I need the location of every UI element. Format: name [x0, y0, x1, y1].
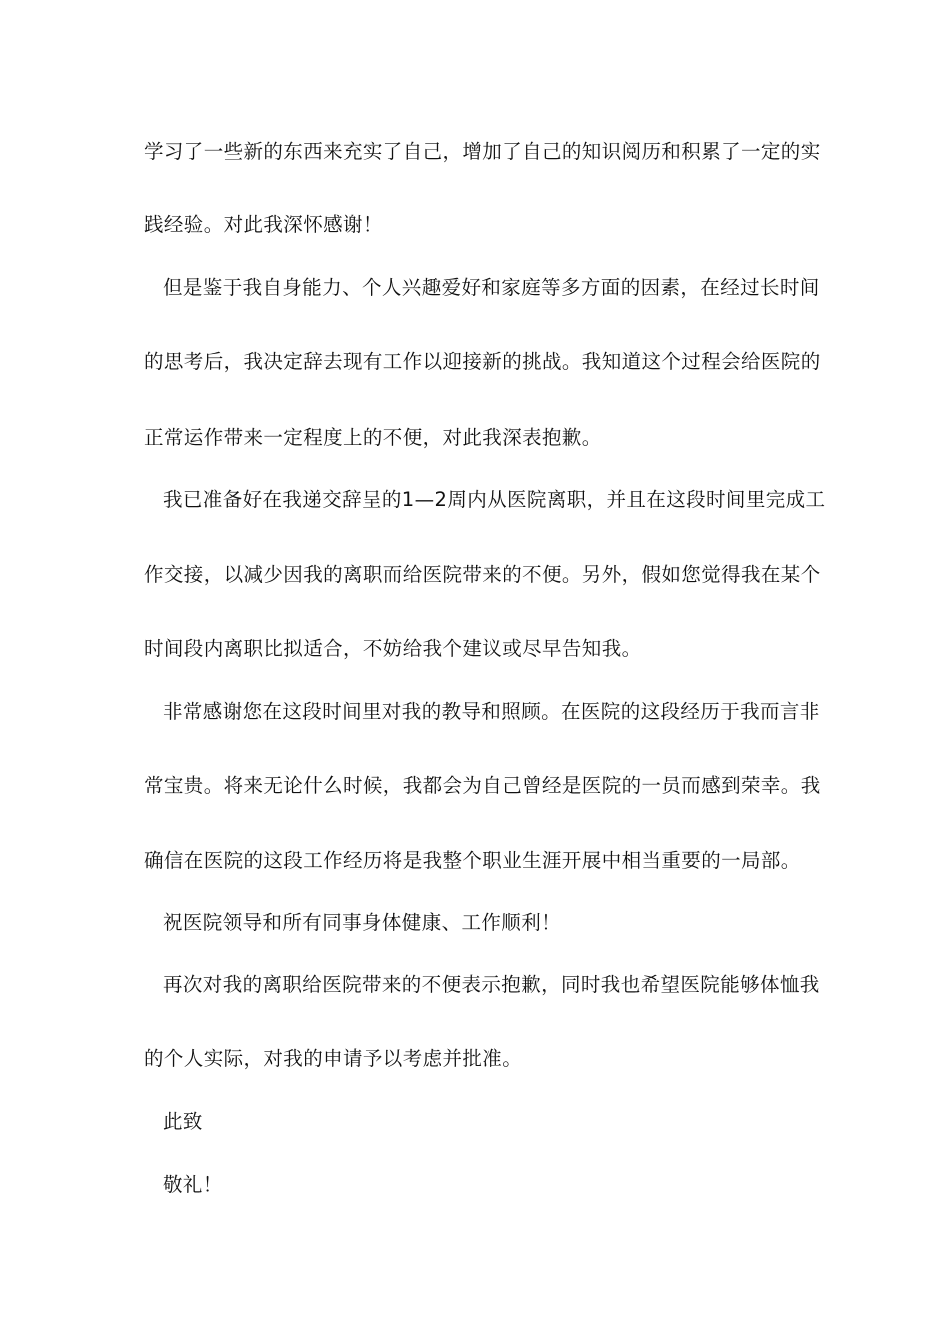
text-line: 践经验。对此我深怀感谢！ [144, 213, 383, 236]
text-line: 确信在医院的这段工作经历将是我整个职业生涯开展中相当重要的一局部。 [144, 849, 801, 872]
text-line: 常宝贵。将来无论什么时候，我都会为自己曾经是医院的一员而感到荣幸。我 [144, 774, 821, 797]
text-line: 正常运作带来一定程度上的不便，对此我深表抱歉。 [144, 426, 602, 449]
paragraph-start-line: 再次对我的离职给医院带来的不便表示抱歉，同时我也希望医院能够体恤我 [163, 973, 820, 996]
closing-phrase: 此致 [163, 1110, 203, 1133]
paragraph-start-line: 我已准备好在我递交辞呈的1—2周内从医院离职，并且在这段时间里完成工 [163, 488, 826, 511]
closing-salutation: 敬礼！ [163, 1173, 223, 1196]
text-line: 时间段内离职比拟适合，不妨给我个建议或尽早告知我。 [144, 637, 642, 660]
paragraph-start-line: 但是鉴于我自身能力、个人兴趣爱好和家庭等多方面的因素，在经过长时间 [163, 276, 820, 299]
text-line: 作交接，以减少因我的离职而给医院带来的不便。另外，假如您觉得我在某个 [144, 563, 821, 586]
text-line: 学习了一些新的东西来充实了自己，增加了自己的知识阅历和积累了一定的实 [144, 140, 821, 163]
text-line: 的个人实际，对我的申请予以考虑并批准。 [144, 1047, 523, 1070]
paragraph-start-line: 非常感谢您在这段时间里对我的教导和照顾。在医院的这段经历于我而言非 [163, 700, 820, 723]
paragraph-start-line: 祝医院领导和所有同事身体健康、工作顺利！ [163, 911, 562, 934]
text-line: 的思考后，我决定辞去现有工作以迎接新的挑战。我知道这个过程会给医院的 [144, 350, 821, 373]
